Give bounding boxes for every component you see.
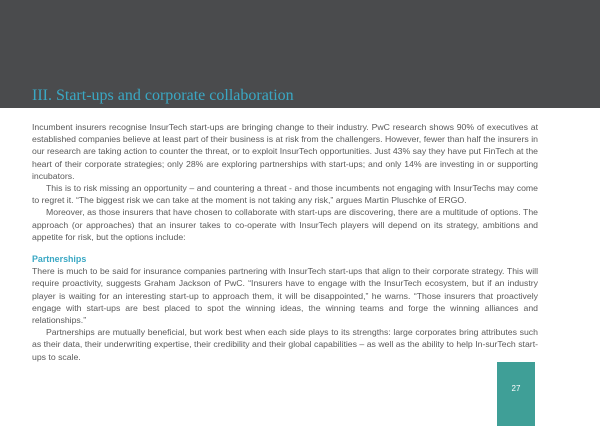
intro-paragraph: Incumbent insurers recognise InsurTech start-ups are bringing change to their industry. PwC research shows 90% of executives at established companies believe at least part of their business is at risk from the challengers. However, fewer than half the insurers in our research are taking action to counter the threat, or to exploit InsurTech opportunities. Just 43% say they have put FinTech at the heart of their corporate strategies; only 28% are exploring partnerships with start-ups; and only 14% are investing in or supporting incubators. [32,122,538,181]
section-title: III. Start-ups and corporate collaboration [32,87,294,104]
risk-paragraph: This is to risk missing an opportunity – and countering a threat - and those incumbents not engaging with InsurTechs may come to regret it. “The biggest risk we can take at the moment is not taking any risk,” argues Martin Pluschke of ERGO. [32,183,538,206]
options-paragraph: Moreover, as those insurers that have chosen to collaborate with start-ups are discovering, there are a multitude of options. The approach (or approaches) that an insurer takes to co-operate with InsurTech players will depend on its strategy, ambitions and appetite for risk, but the options include: [32,207,538,242]
page-number-tab [497,362,535,426]
partnerships-paragraph: There is much to be said for insurance companies partnering with InsurTech start-ups that align to their corporate strategy. This will require proactivity, suggests Graham Jackson of PwC. “Insurers have to engage with the InsurTech ecosystem, but if an industry player is waiting for an interesting start-up to approach them, it will be disappointed,” he warns. “Those insurers that proactively engage with start-ups are best placed to spot the winning ideas, the winning teams and forge the winning alliances and relationships.” [32,266,538,326]
mutual-benefit-paragraph: Partnerships are mutually beneficial, but work best when each side plays to its strengths: large corporates bring attributes such as their data, their underwriting expertise, their credibility and their global capabilities – as well as the ability to help In-surTech start-ups to scale. [32,327,538,362]
header-divider [0,108,600,109]
partnerships-subheading: Partnerships [32,254,87,265]
page-number: 27 [511,384,521,393]
body-text [32,121,538,363]
